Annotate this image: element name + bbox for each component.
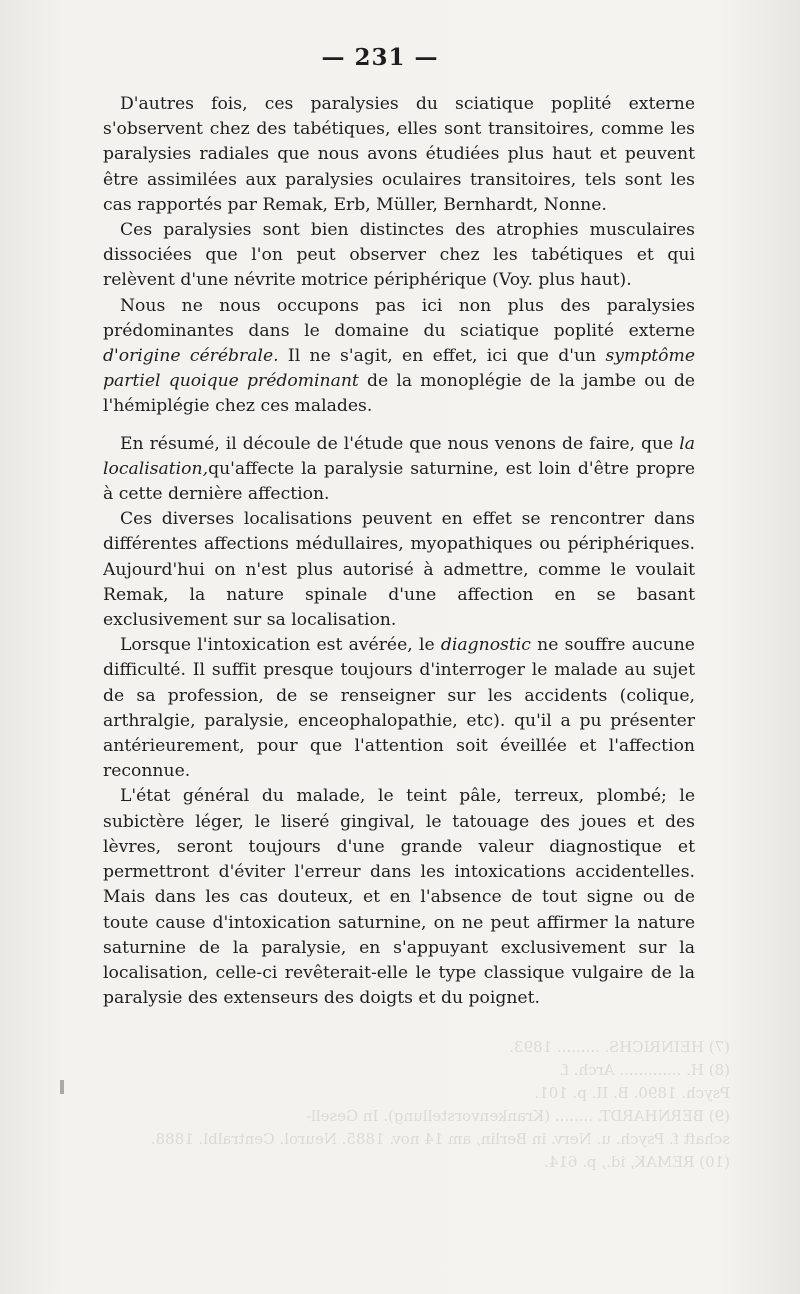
paragraph-6: [103, 633, 695, 784]
paragraph-3-emphasis-1: d'origine cérébrale.: [103, 346, 279, 367]
scan-speck: [60, 1080, 64, 1094]
paragraph-5: Ces diverses localisations peuvent en effet se rencontrer dans différentes affections médullaires, myopathiques ou périphériques. Aujourd'hui on n'est plus autorisé à admettre, comme le voulait Remak, la nature spinale d'une affection en se basant exclusivement sur sa localisation.: [103, 509, 695, 631]
paragraph-4: [103, 432, 695, 508]
paragraph-4-emphasis-1: la localisation,: [103, 433, 695, 479]
paragraph-6-emphasis-1: diagnostic: [440, 635, 531, 656]
paragraph-3: [103, 294, 695, 420]
paragraph-3-text-b: Il ne s'agit, en effet, ici que d'un: [278, 346, 606, 367]
body-text: [103, 92, 695, 1011]
paragraph-2: Ces paralysies sont bien distinctes des atrophies musculaires dissociées que l'on peut observer chez les tabétiques et qui relèvent d'une névrite motrice périphérique (Voy. plus haut).: [103, 220, 695, 291]
paragraph-4-text-a: En résumé, il découle de l'étude que nous venons de faire, que: [120, 433, 680, 454]
paragraph-7: L'état général du malade, le teint pâle, terreux, plombé; le subictère léger, le liseré gingival, le tatouage des joues et des lèvres, seront toujours d'une grande valeur diagnostique et permettront d'éviter l'erreur dans les intoxications accidentelles. Mais dans les cas douteux, et en l'absence de tout signe ou de toute cause d'intoxication saturnine, on ne peut affirmer la nature saturnine de la paralysie, en s'appuyant exclusivement sur la localisation, celle-ci revêterait-elle le type classique vulgaire de la paralysie des extenseurs des doigts et du poignet.: [103, 786, 695, 1009]
reverse-side-bleed-through: (7) HEINRICHS. ......... 1893. (8) H. ............. Arch. f. Psych. 1890. B. II. p. 101. (9) BERNHARDT. ........ (Krankenvorstellung). In Gesell- schaft f. Psych. u. Nerv. in Berlin, am 14 nov. 1885. Neurol. Centralbl. 1888. (10) REMAK, id., p. 614.: [150, 1038, 730, 1171]
paragraph-3-text-a: Nous ne nous occupons pas ici non plus des paralysies prédominantes dans le domaine du sciatique poplité externe: [103, 295, 695, 341]
paragraph-3-emphasis-2: symptôme partiel quoique prédominant: [103, 346, 695, 392]
paragraph-4-text-b: qu'affecte la paralysie saturnine, est loin d'être propre à cette dernière affection.: [103, 458, 695, 505]
paragraph-3-text-c: de la monoplégie de la jambe ou de l'hémiplégie chez ces malades.: [103, 371, 695, 417]
page-number: — 231 —: [321, 44, 439, 71]
paragraph-6-text-a: Lorsque l'intoxication est avérée, le: [120, 635, 441, 656]
paragraph-6-text-b: ne souffre aucune difficulté. Il suffit presque toujours d'interroger le malade au sujet de sa profession, de se renseigner sur les accidents (colique, arthralgie, paralysie, enceophalopathie, etc). qu'il a pu présenter antérieurement, pour que l'attention soit éveillée et l'affection reconnue.: [103, 635, 695, 782]
paragraph-1: D'autres fois, ces paralysies du sciatique poplité externe s'observent chez des tabétiques, elles sont transitoires, comme les paralysies radiales que nous avons étudiées plus haut et peuvent être assimilées aux paralysies oculaires transitoires, tels sont les cas rapportés par Remak, Erb, Müller, Bernhardt, Nonne.: [103, 94, 695, 215]
